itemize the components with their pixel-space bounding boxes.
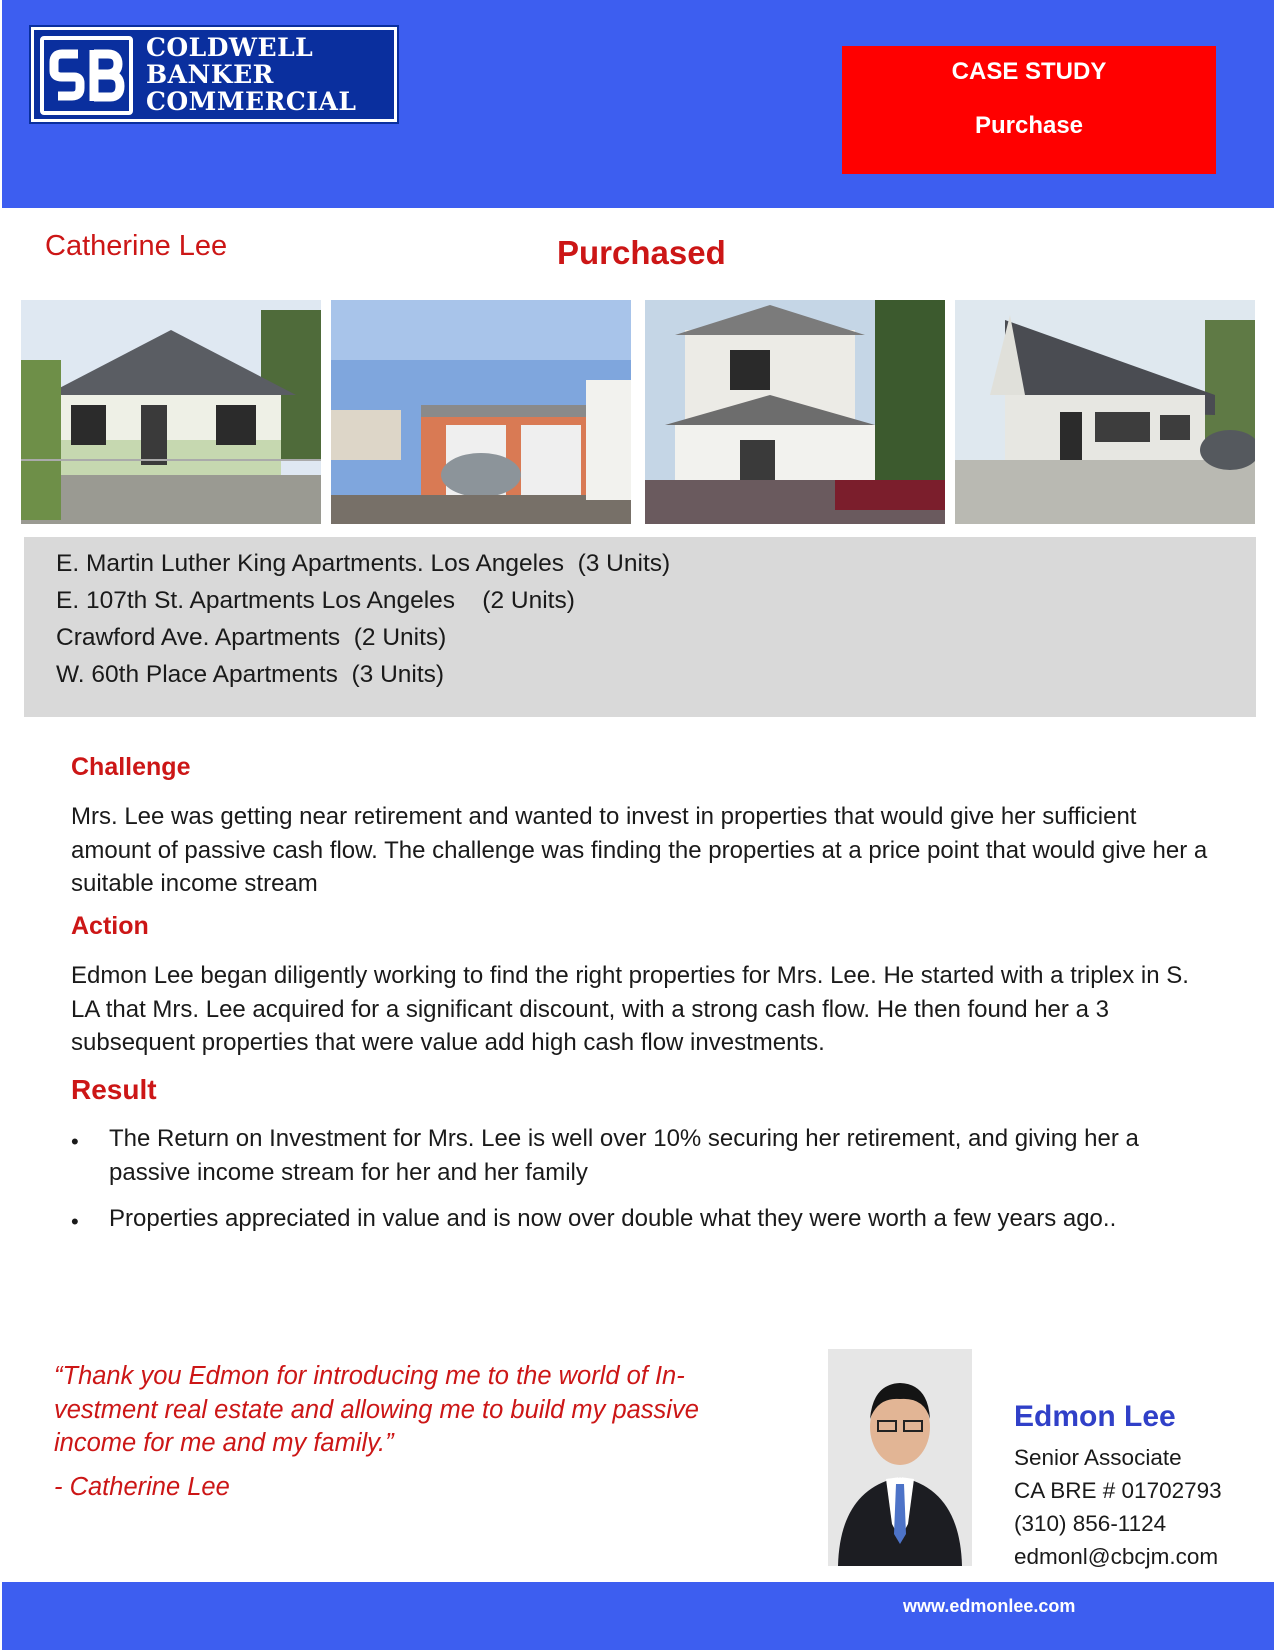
logo-line-2: BANKER (146, 60, 274, 89)
challenge-text: Mrs. Lee was getting near retirement and wanted to invest in properties that would give her sufficient amount of passive cash flow. The challenge was finding the properties at a price point that would give her a suitable income stream (71, 803, 1208, 897)
house-photo-60th-place-apartments (955, 300, 1255, 524)
case-type-label: Purchase (974, 112, 1084, 139)
footer-band (2, 1582, 1274, 1650)
logo-wordmark (146, 34, 356, 115)
action-heading: Action (71, 912, 149, 940)
properties-panel (24, 537, 1256, 717)
challenge-heading: Challenge (71, 753, 191, 781)
action-text: Edmon Lee began diligently working to find the right properties for Mrs. Lee. He started with a triplex in S. LA that Mrs. Lee acquired for a significant discount, with a strong cash flow. He then found her a 3 subsequent properties that were value add high cash flow investments. (71, 962, 1189, 1056)
property-item: E. Martin Luther King Apartments. Los Angeles (3 Units) (56, 550, 671, 577)
testimonial-quote (54, 1360, 754, 1461)
agent-headshot (828, 1349, 972, 1566)
agent-name: Edmon Lee (1014, 1400, 1176, 1433)
result-bullet: The Return on Investment for Mrs. Lee is well over 10% securing her retirement, and giving her a passive income stream for her and her family (109, 1125, 1139, 1186)
company-logo (31, 27, 397, 122)
house-photo-107th-st-apartments (331, 300, 631, 524)
result-heading: Result (71, 1074, 157, 1105)
quote-line: vestment real estate and allowing me to build my passive (54, 1395, 699, 1424)
status-title: Purchased (557, 234, 726, 271)
quote-line: “Thank you Edmon for introducing me to the world of In- (54, 1362, 685, 1390)
website-link[interactable]: www.edmonlee.com (903, 1596, 1076, 1616)
property-item: E. 107th St. Apartments Los Angeles (2 Units) (56, 587, 575, 614)
house-photo-crawford-ave-apartments (645, 300, 945, 524)
quote-line: income for me and my family.” (54, 1429, 394, 1457)
logo-line-3: COMMERCIAL (146, 87, 357, 116)
bullet-icon: • (71, 1129, 79, 1154)
cb-logo-icon (40, 36, 133, 115)
client-name: Catherine Lee (45, 230, 228, 262)
house-photo-mlk-apartments (21, 300, 321, 524)
logo-line-1: COLDWELL (146, 33, 314, 62)
testimonial-author: - Catherine Lee (54, 1473, 230, 1501)
property-item: Crawford Ave. Apartments (2 Units) (56, 624, 447, 651)
agent-email[interactable]: edmonl@cbcjm.com (1014, 1544, 1219, 1569)
property-item: W. 60th Place Apartments (3 Units) (56, 661, 445, 688)
agent-license: CA BRE # 01702793 (1014, 1478, 1222, 1503)
result-bullet: Properties appreciated in value and is now over double what they were worth a few years ago.. (109, 1205, 1117, 1232)
case-study-label: CASE STUDY (951, 58, 1107, 85)
case-study-badge (842, 46, 1216, 174)
bullet-icon: • (71, 1209, 79, 1234)
agent-title: Senior Associate (1014, 1445, 1182, 1470)
agent-phone[interactable]: (310) 856-1124 (1014, 1511, 1167, 1536)
